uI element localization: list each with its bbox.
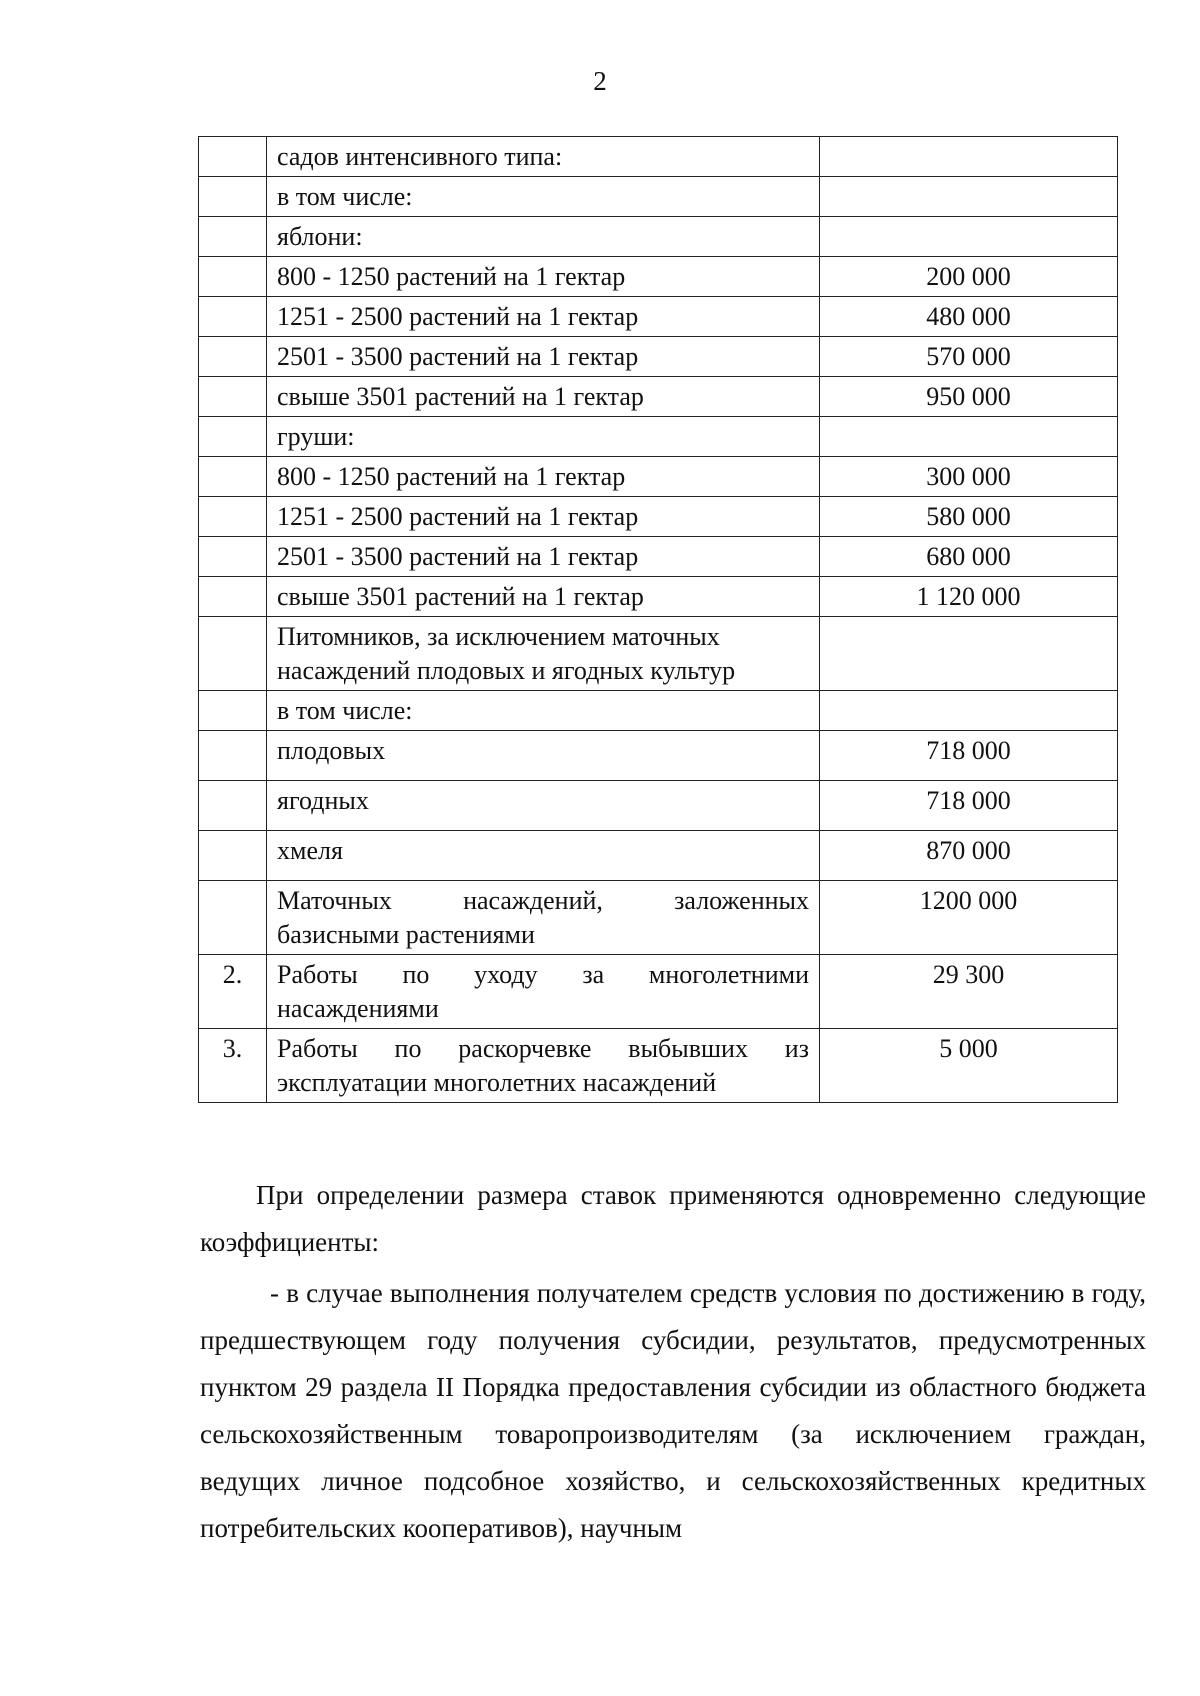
page-number: 2 (593, 66, 607, 96)
item-name-last-line: насаждениями (277, 994, 439, 1023)
item-name-cell (267, 881, 820, 955)
rate-amount-cell: 300 000 (820, 457, 1118, 497)
rate-amount-cell: 1 120 000 (820, 577, 1118, 617)
item-name-line: Маточных насаждений, заложенных (277, 886, 809, 915)
row-number-cell (199, 257, 267, 297)
table-row (199, 377, 1118, 417)
rate-amount-cell: 718 000 (820, 781, 1118, 831)
rate-amount-cell (820, 617, 1118, 691)
row-number-cell (199, 217, 267, 257)
item-name-cell: 2501 - 3500 растений на 1 гектар (267, 337, 820, 377)
rate-amount-cell: 950 000 (820, 377, 1118, 417)
item-name-last-line: эксплуатации многолетних насаждений (277, 1068, 717, 1097)
item-name-line: Работы по раскорчевке выбывших из (277, 1034, 809, 1063)
table-row (199, 177, 1118, 217)
item-name-cell: груши: (267, 417, 820, 457)
row-number-cell (199, 577, 267, 617)
row-number-cell (199, 137, 267, 177)
rate-amount-cell: 680 000 (820, 537, 1118, 577)
row-number-cell (199, 377, 267, 417)
item-name-cell: 1251 - 2500 растений на 1 гектар (267, 297, 820, 337)
paragraph-coefficients-intro: При определении размера ставок применяются одновременно следующие коэффициенты: (200, 1180, 1146, 1257)
item-name-cell (267, 1029, 820, 1103)
item-name-cell (267, 955, 820, 1029)
rate-amount-cell: 5 000 (820, 1029, 1118, 1103)
item-name-cell: хмеля (267, 831, 820, 881)
row-number-cell (199, 537, 267, 577)
table-row (199, 417, 1118, 457)
item-name-cell: в том числе: (267, 177, 820, 217)
item-name-cell: в том числе: (267, 691, 820, 731)
table-row (199, 137, 1118, 177)
table-row (199, 955, 1118, 1029)
row-number-cell (199, 617, 267, 691)
rates-table-body (199, 137, 1118, 1103)
rate-amount-cell (820, 691, 1118, 731)
row-number-cell: 3. (199, 1029, 267, 1103)
rate-amount-cell: 1200 000 (820, 881, 1118, 955)
rate-amount-cell: 480 000 (820, 297, 1118, 337)
item-name-cell: плодовых (267, 731, 820, 781)
rate-amount-cell: 870 000 (820, 831, 1118, 881)
table-row (199, 881, 1118, 955)
item-name-cell: Питомников, за исключением маточных насаждений плодовых и ягодных культур (267, 617, 820, 691)
row-number-cell (199, 297, 267, 337)
table-row (199, 457, 1118, 497)
table-row (199, 217, 1118, 257)
rates-table (198, 136, 1118, 1103)
table-row (199, 257, 1118, 297)
row-number-cell (199, 731, 267, 781)
item-name-cell: 800 - 1250 растений на 1 гектар (267, 257, 820, 297)
item-name-cell: свыше 3501 растений на 1 гектар (267, 377, 820, 417)
rate-amount-cell: 200 000 (820, 257, 1118, 297)
table-row (199, 691, 1118, 731)
table-row (199, 497, 1118, 537)
item-name-cell: свыше 3501 растений на 1 гектар (267, 577, 820, 617)
row-number-cell: 2. (199, 955, 267, 1029)
body-text (200, 1172, 1146, 1552)
item-name-cell: 800 - 1250 растений на 1 гектар (267, 457, 820, 497)
rate-amount-cell: 570 000 (820, 337, 1118, 377)
row-number-cell (199, 497, 267, 537)
item-name-cell: яблони: (267, 217, 820, 257)
table-row (199, 731, 1118, 781)
row-number-cell (199, 177, 267, 217)
row-number-cell (199, 457, 267, 497)
rate-amount-cell (820, 217, 1118, 257)
item-name-line: Работы по уходу за многолетними (277, 960, 809, 989)
item-name-cell: 2501 - 3500 растений на 1 гектар (267, 537, 820, 577)
item-name-cell: ягодных (267, 781, 820, 831)
rate-amount-cell (820, 137, 1118, 177)
paragraph-coefficient-condition: - в случае выполнения получателем средств условия по достижению в году, предшествующем году получения субсидии, результатов, предусмотренных пунктом 29 раздела II Порядка предоставления субсидии из областного бюджета сельскохозяйственным товаропроизводителям (за исключением граждан, ведущих личное подсобное хозяйство, и сельскохозяйственных кредитных потребительских кооперативов), научным (200, 1278, 1146, 1543)
table-row (199, 577, 1118, 617)
table-row (199, 831, 1118, 881)
row-number-cell (199, 781, 267, 831)
table-row (199, 537, 1118, 577)
row-number-cell (199, 881, 267, 955)
rate-amount-cell (820, 417, 1118, 457)
rate-amount-cell: 718 000 (820, 731, 1118, 781)
table-row (199, 617, 1118, 691)
table-row (199, 337, 1118, 377)
item-name-cell: 1251 - 2500 растений на 1 гектар (267, 497, 820, 537)
item-name-cell: садов интенсивного типа: (267, 137, 820, 177)
row-number-cell (199, 417, 267, 457)
table-row (199, 297, 1118, 337)
rate-amount-cell (820, 177, 1118, 217)
table-row (199, 781, 1118, 831)
row-number-cell (199, 831, 267, 881)
item-name-last-line: базисными растениями (277, 920, 535, 949)
rate-amount-cell: 580 000 (820, 497, 1118, 537)
rate-amount-cell: 29 300 (820, 955, 1118, 1029)
table-row (199, 1029, 1118, 1103)
row-number-cell (199, 337, 267, 377)
row-number-cell (199, 691, 267, 731)
